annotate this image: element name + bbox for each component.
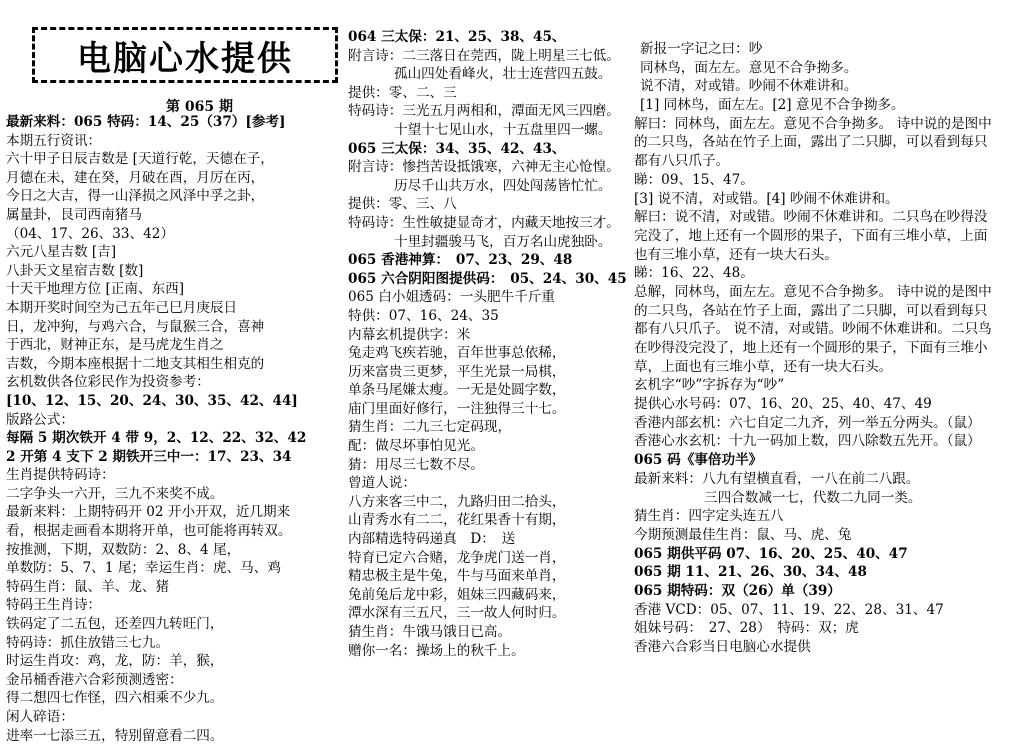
col2-line: 历尽千山共万水，四处闯荡皆忙忙。 xyxy=(394,177,612,194)
col3-line: 065 期特码：双（26）单（39） xyxy=(634,582,841,599)
col3-line: 姐妹号码： 27、28） 特码：双；虎 xyxy=(634,620,859,637)
col3-line: [3] 说不清，对或错。[4] 吵闹不休难讲和。 xyxy=(634,190,899,207)
col3-line: 提供心水号码：07、16、20、25、40、47、49 xyxy=(634,396,932,413)
col2-line: 内幕玄机提供字：米 xyxy=(348,326,471,343)
col3-line: 总解，同林鸟，面左左。意见不合争拗多。 诗中说的是图中 xyxy=(634,283,992,300)
col1-line: 铁码定了二五包，还差四九转旺门， xyxy=(6,616,224,633)
col3-line: 的二只鸟，各站在竹子上面，露出了二只脚，可以看到每只 xyxy=(634,134,988,151)
col2-line: 十望十七见山水，十五盘里四一螺。 xyxy=(394,121,612,138)
col1-line: 得二想四七作怪，四六相乘不少九。 xyxy=(6,690,224,707)
col1-line: 最新来料：上期特码开 02 开小开双，近几期来 xyxy=(6,504,291,521)
col1-line: 六元八星吉数 [吉] xyxy=(6,244,117,261)
col3-line: 065 期 11、21、26、30、34、48 xyxy=(634,564,867,581)
col2-line: 065 六合阴阳图提供码： 05、24、30、45 xyxy=(348,270,627,287)
col2-line: 猜生肖：二九三七定码现， xyxy=(348,419,512,436)
col1-line: 闲人碎语： xyxy=(6,709,74,725)
col2-line: 065 白小姐透码：一头肥牛千斤重 xyxy=(348,289,555,306)
col2-line: 特码诗：三光五月两相和，潭面无风三四磨。 xyxy=(348,103,620,120)
col2-line: 赠你一名：操场上的秋千上。 xyxy=(348,642,525,659)
col1-line: 月德在未，建在癸，月破在酉，月厉在丙， xyxy=(6,169,265,186)
col1-line: 六十甲子日辰吉数是 [天道行乾，天德在子， xyxy=(6,151,274,168)
col3-line: 香港心水玄机：十九一码加上数，四八除数五先开。（鼠） xyxy=(634,433,981,450)
col3-line: 的二只鸟，各站在竹子上面，露出了二只脚，可以看到每只 xyxy=(634,302,988,319)
col3-line: 今期预测最佳生肖：鼠、马、虎、兔 xyxy=(634,526,852,543)
col1-line: 2 开第 4 支下 2 期铁开三中一：17、23、34 xyxy=(6,448,292,465)
right-column-lines xyxy=(634,40,992,657)
col1-line: 日，龙冲狗，与鸡六合，与鼠猴三合，喜神 xyxy=(6,318,265,335)
col1-line: 看，根据走画看本期将开单，也可能将再转双。 xyxy=(6,523,292,540)
col1-line: 特码王生肖诗： xyxy=(6,597,102,614)
col3-line: 香港内部玄机：六七自定二九齐，列一举五分两头。（鼠） xyxy=(634,414,981,431)
col1-line: 二字争头一六开，三九不来奖不成。 xyxy=(6,485,224,502)
col3-line: 在吵得没完没了，地上还有一个圆形的果子，下面有三堆小 xyxy=(634,340,988,356)
col3-line: 猜生肖：四字定头连五八 xyxy=(634,508,784,525)
page-title: 电脑心水提供 xyxy=(77,38,293,79)
col1-line: 时运生肖攻：鸡，龙，防：羊，猴， xyxy=(6,653,224,670)
col2-line: 065 三太保：34、35、42、43、 xyxy=(348,140,566,157)
title-box xyxy=(32,27,338,83)
col2-line: 064 三太保：21、25、38、45、 xyxy=(348,29,566,45)
col1-line: 今日之大吉，得一山泽损之风泽中孚之卦， xyxy=(6,188,265,205)
col3-line: 睇：09、15、47。 xyxy=(634,171,754,188)
col1-line: 十天干地理方位 [正南、东西] xyxy=(6,281,185,298)
col1-line: 玄机数供各位彩民作为投资参考： xyxy=(6,374,210,391)
col2-line: 兔前兔后龙中彩，姐妹三四藏码来， xyxy=(348,586,566,603)
col2-line: 附言诗：二三落日在莞西，陇上明星三七低。 xyxy=(348,47,620,64)
col2-line: 特供：07、16、24、35 xyxy=(348,307,499,324)
col1-line: 金吊桶香港六合彩预测透密： xyxy=(6,671,183,688)
col2-line: 精忠极主是牛兔，牛与马面来单肖， xyxy=(348,568,566,585)
col1-line: 本期开奖时间空为己五年己巳月庚辰日 xyxy=(6,299,238,316)
col3-line: 说不清，对或错。吵闹不休难讲和。 xyxy=(640,78,858,95)
col1-line: 每隔 5 期次铁开 4 带 9，2、12、22、32、42 xyxy=(6,430,307,447)
col2-line: 附言诗：惨挡苦设抵饿寒，六神无主心怆惶。 xyxy=(348,159,620,176)
col3-line: 完没了，地上还有一个圆形的果子，下面有三堆小草，上面 xyxy=(634,227,988,244)
col1-line: 单数防：5、7、1 尾；幸运生肖：虎、马、鸡 xyxy=(6,560,281,577)
col2-line: 配：做尽坏事怕见光。 xyxy=(348,438,484,455)
issue-number: 第 065 期 xyxy=(166,99,233,115)
middle-column-lines xyxy=(348,28,627,660)
col3-line: 也有三堆小草，还有一块大石头。 xyxy=(634,246,838,263)
col3-line: 玄机字“吵”字拆存为“吵” xyxy=(634,377,785,394)
col3-line: 最新来料：八九有望横直看，一八在前二八跟。 xyxy=(634,470,920,487)
col2-line: 特码诗：生性敏捷显奇才，内藏天地按三才。 xyxy=(348,214,620,231)
col2-line: 兔走鸡飞疾若驰，百年世事总依稀， xyxy=(348,345,566,362)
col2-line: 庙门里面好修行，一注独得三十七。 xyxy=(348,400,566,417)
left-column-lines xyxy=(6,113,306,745)
col3-line: 解曰：同林鸟，面左左。意见不合争拗多。 诗中说的是图中 xyxy=(634,115,992,132)
col1-line: 于西北，财神正东，是马虎龙生肖之 xyxy=(6,337,224,354)
col1-line: 吉数，今期本座根据十二地支其相生相克的 xyxy=(6,355,265,372)
col3-line: 都有八只爪子。 说不清，对或错。吵闹不休难讲和。二只鸟 xyxy=(634,321,992,338)
col1-line: 特码生肖：鼠、羊、龙、猪 xyxy=(6,578,170,595)
col3-line: 新报一字记之曰：吵 xyxy=(640,41,763,57)
col2-line: 提供：零、二、三 xyxy=(348,84,457,101)
col2-line: 单条马尾嫌太瘦。一无是处圆字数， xyxy=(348,382,566,399)
col2-line: 内部精选特码递真 D： 送 xyxy=(348,531,516,548)
col2-line: 065 香港神算： 07、23、29、48 xyxy=(348,252,573,269)
col3-line: 香港 VCD：05、07、11、19、22、28、31、47 xyxy=(634,601,944,618)
col2-line: 十里封疆骏马飞，百万名山虎独卧。 xyxy=(394,233,612,250)
col1-line: 八卦天文星宿吉数 [数] xyxy=(6,262,144,279)
col1-line: 特码诗：抓住放错三七九。 xyxy=(6,634,170,651)
col2-line: 猜生肖：牛饿马饿日已高。 xyxy=(348,624,512,640)
col1-line: 最新来料：065 特码：14、25（37）[参考] xyxy=(6,114,286,130)
col1-line: 版路公式： xyxy=(6,411,74,428)
col1-line: [10、12、15、20、24、30、35、42、44] xyxy=(6,392,298,409)
col1-line: 生肖提供特码诗： xyxy=(6,467,115,484)
col2-line: 潭水深有三五尺，三一故人何时归。 xyxy=(348,605,566,622)
col2-line: 曾道人说： xyxy=(348,475,416,492)
col3-line: 草，上面也有三堆小草，还有一块大石头。 xyxy=(634,358,893,375)
col3-line: 睇：16、22、48。 xyxy=(634,265,754,282)
col1-line: 属量卦，艮司西南猪马 xyxy=(6,206,142,223)
col3-line: 三四合数减一七，代数二九同一类。 xyxy=(704,489,922,506)
col2-line: 历来富贵三更梦，平生光景一局棋， xyxy=(348,363,566,380)
col3-line: 解曰：说不清，对或错。吵闹不休难讲和。二只鸟在吵得没 xyxy=(634,209,988,226)
col1-line: 本期五行资讯： xyxy=(6,132,102,149)
col2-line: 特育已定六合赌，龙争虎门送一肖， xyxy=(348,549,566,566)
col1-line: 进率一七添三五，特别留意看二四。 xyxy=(6,727,224,744)
col3-line: 065 期供平码 07、16、20、25、40、47 xyxy=(634,545,908,562)
col3-line: 同林鸟，面左左。意见不合争拗多。 xyxy=(640,59,858,76)
col2-line: 山青秀水有二二，花红果香十有期， xyxy=(348,512,566,529)
col3-line: 065 码《事倍功半》 xyxy=(634,452,763,469)
col1-line: （04、17、26、33、42） xyxy=(6,225,175,242)
col2-line: 提供：零、三、八 xyxy=(348,196,457,213)
col2-line: 猜：用尽三七数不尽。 xyxy=(348,456,484,473)
col3-line: 香港六合彩当日电脑心水提供 xyxy=(634,639,811,655)
col2-line: 孤山四处看峰火，壮士连营四五鼓。 xyxy=(394,66,612,83)
col3-line: 都有八只爪子。 xyxy=(634,153,730,170)
col1-line: 按推测，下期，双数防：2、8、4 尾， xyxy=(6,541,241,558)
col2-line: 八方来客三中二，九路归田二拾头， xyxy=(348,493,566,510)
col3-line: [1] 同林鸟，面左左。[2] 意见不合争拗多。 xyxy=(640,97,905,114)
